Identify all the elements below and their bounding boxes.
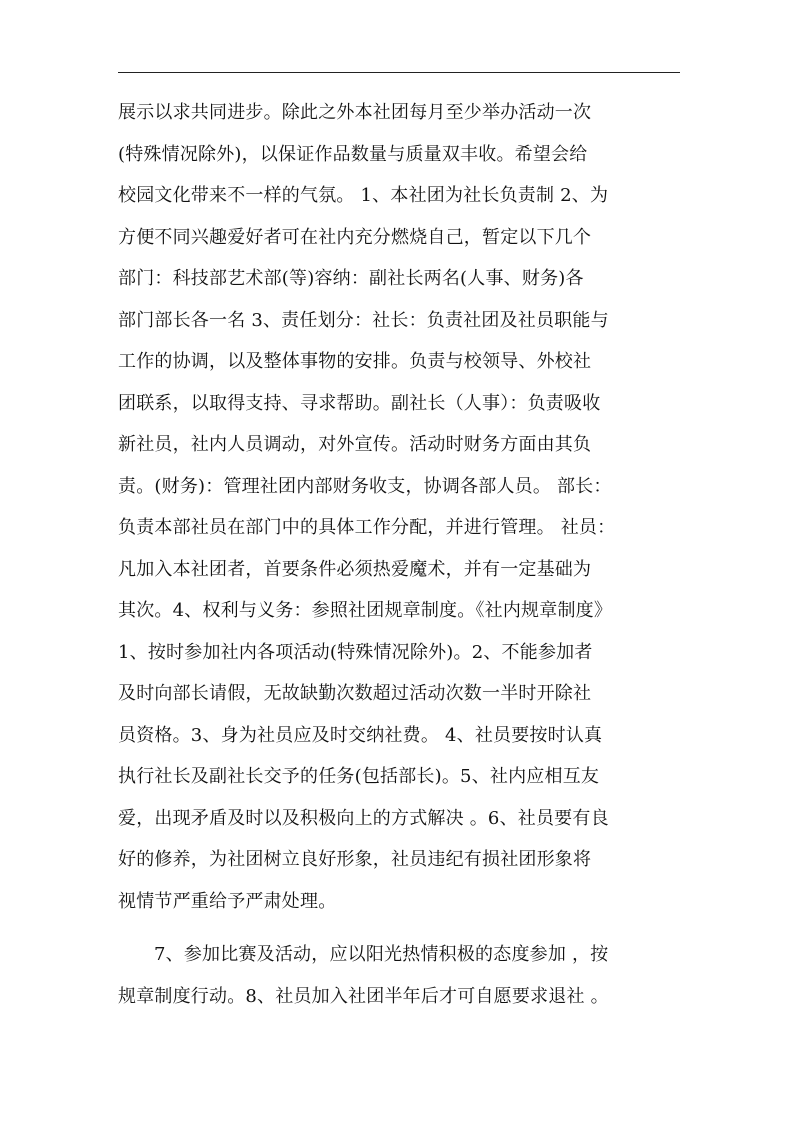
text-line: 1、按时参加社内各项活动(特殊情况除外)。2、不能参加者 [118, 641, 593, 663]
text-line: 团联系，以取得支持、寻求帮助。副社长（人事）：负责吸收 [118, 392, 601, 414]
text-line: 部门：科技部艺术部(等)容纳：副社长两名(人事、财务)各 [118, 268, 584, 289]
text-line: 7、参加比赛及活动，应以阳光热情积极的态度参加 ，按 [154, 944, 609, 965]
text-line: 及时向部长请假，无故缺勤次数超过活动次数一半时开除社 [118, 683, 592, 704]
text-line: 爱，出现矛盾及时以及积极向上的方式解决 。6、社员要有良 [118, 807, 609, 829]
text-line: 方便不同兴趣爱好者可在社内充分燃烧自己，暂定以下几个 [118, 226, 592, 248]
text-line: 部门部长各一名 3、责任划分：社长：负责社团及社员职能与 [118, 309, 609, 331]
paragraph-gap [118, 922, 688, 934]
text-line: 规章制度行动。8、社员加入社团半年后才可自愿要求退社 。 [118, 985, 609, 1007]
text-line: 视情节严重给予严肃处理。 [118, 890, 337, 912]
text-line: 执行社长及副社长交予的任务(包括部长)。5、社内应相互友 [118, 766, 600, 787]
text-line: 校园文化带来不一样的气氛。 1、本社团为社长负责制 2、为 [118, 185, 609, 206]
text-line: 责。(财务)：管理社团内部财务收支，协调各部人员。 部长： [118, 475, 612, 497]
text-line: 工作的协调，以及整体事物的安排。负责与校领导、外校社 [118, 351, 592, 372]
text-line: (特殊情况除外)，以保证作品数量与质量双丰收。希望会给 [118, 143, 588, 165]
text-line: 负责本部社员在部门中的具体工作分配，并进行管理。 社员： [118, 517, 616, 538]
text-line: 好的修养，为社团树立良好形象，社员违纪有损社团形象将 [118, 849, 592, 870]
text-line: 展示以求共同进步。除此之外本社团每月至少举办活动一次 [118, 102, 592, 123]
header-divider [118, 72, 680, 73]
text-line: 员资格。3、身为社员应及时交纳社费。 4、社员要按时认真 [118, 724, 603, 746]
text-line: 新社员，社内人员调动，对外宣传。活动时财务方面由其负 [118, 434, 592, 455]
text-line: 其次。4、权利与义务：参照社团规章制度。《社内规章制度》 [118, 600, 613, 621]
document-body [118, 92, 688, 1017]
text-line: 凡加入本社团者，首要条件必须热爱魔术，并有一定基础为 [118, 558, 592, 580]
